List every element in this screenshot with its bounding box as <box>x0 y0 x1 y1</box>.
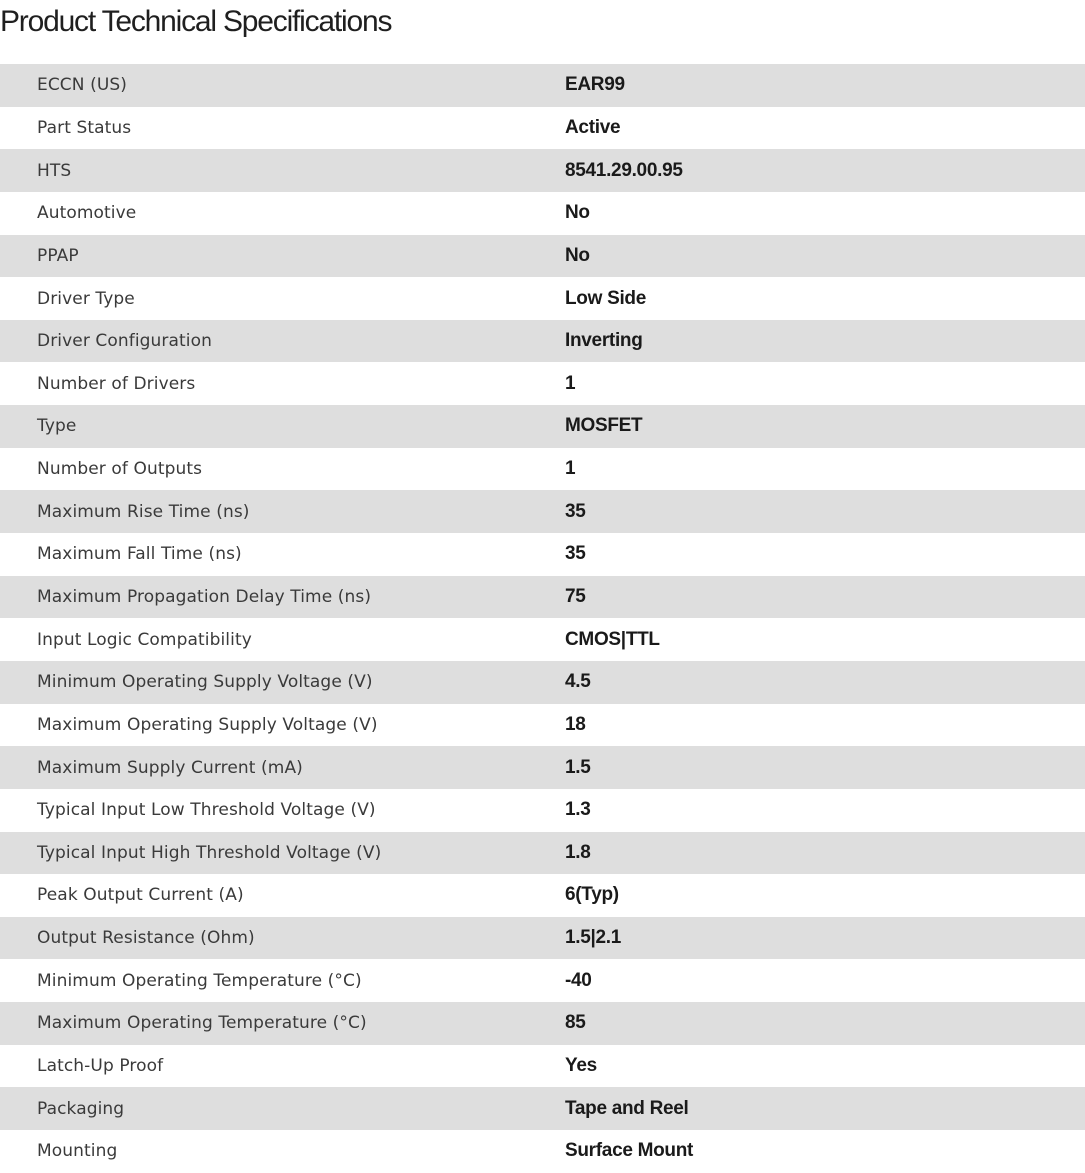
spec-label: Maximum Supply Current (mA) <box>37 757 303 778</box>
spec-value: 85 <box>565 1012 586 1034</box>
spec-row-driver-type <box>0 277 1085 320</box>
spec-label: Number of Drivers <box>37 373 196 394</box>
spec-label: Maximum Propagation Delay Time (ns) <box>37 587 372 607</box>
spec-value: Inverting <box>565 330 643 352</box>
spec-row-max-operating-temperature <box>0 1002 1085 1045</box>
spec-label: Output Resistance (Ohm) <box>37 928 255 949</box>
spec-row-min-supply-voltage <box>0 661 1085 704</box>
spec-row-ppap <box>0 235 1085 278</box>
spec-value: 6(Typ) <box>565 884 619 906</box>
spec-row-input-high-threshold <box>0 832 1085 875</box>
spec-row-max-supply-current <box>0 746 1085 789</box>
spec-row-eccn <box>0 64 1085 107</box>
spec-label: PPAP <box>37 245 79 266</box>
spec-row-number-of-outputs <box>0 448 1085 491</box>
spec-value: 1.3 <box>565 799 591 821</box>
spec-value: No <box>565 202 590 224</box>
spec-value: Surface Mount <box>565 1140 694 1162</box>
spec-label: Minimum Operating Supply Voltage (V) <box>37 672 373 693</box>
spec-row-automotive <box>0 192 1085 235</box>
spec-value: 1.5 <box>565 756 591 778</box>
spec-row-output-resistance <box>0 917 1085 960</box>
spec-value: 4.5 <box>565 671 591 693</box>
spec-row-latch-up-proof <box>0 1045 1085 1088</box>
spec-row-number-of-drivers <box>0 362 1085 405</box>
spec-label: Input Logic Compatibility <box>37 629 252 650</box>
spec-row-max-rise-time <box>0 490 1085 533</box>
spec-value: 1.8 <box>565 841 591 863</box>
spec-value: Yes <box>565 1055 597 1077</box>
spec-label: Type <box>37 416 77 437</box>
spec-value: EAR99 <box>565 74 625 96</box>
spec-label: Maximum Operating Temperature (°C) <box>37 1013 367 1034</box>
page-title: Product Technical Specifications <box>0 5 392 38</box>
spec-value: Low Side <box>565 287 646 309</box>
spec-value: Active <box>565 116 621 138</box>
spec-row-mounting <box>0 1130 1085 1173</box>
spec-row-type <box>0 405 1085 448</box>
spec-value: No <box>565 244 590 266</box>
spec-label: Part Status <box>37 117 132 138</box>
spec-table-body <box>0 64 1085 1173</box>
spec-label: Typical Input High Threshold Voltage (V) <box>37 842 382 863</box>
spec-label: Maximum Operating Supply Voltage (V) <box>37 714 378 735</box>
spec-label: Automotive <box>37 203 137 224</box>
spec-value: -40 <box>565 969 592 991</box>
spec-row-max-supply-voltage <box>0 704 1085 747</box>
spec-table <box>0 64 1085 1173</box>
spec-row-peak-output-current <box>0 874 1085 917</box>
spec-row-hts <box>0 149 1085 192</box>
spec-label: Driver Configuration <box>37 331 213 352</box>
spec-label: Maximum Rise Time (ns) <box>37 501 250 522</box>
spec-row-max-fall-time <box>0 533 1085 576</box>
spec-row-max-propagation-delay <box>0 576 1085 619</box>
spec-label: Latch-Up Proof <box>37 1056 164 1077</box>
spec-row-part-status <box>0 107 1085 150</box>
spec-label: Number of Outputs <box>37 459 203 480</box>
spec-value: 75 <box>565 586 586 607</box>
spec-row-input-logic-compatibility <box>0 618 1085 661</box>
spec-value: 1 <box>565 372 576 394</box>
spec-label: Mounting <box>37 1141 118 1162</box>
spec-value: CMOS|TTL <box>565 628 660 650</box>
spec-label: Typical Input Low Threshold Voltage (V) <box>37 800 376 821</box>
spec-value: 18 <box>565 713 586 735</box>
spec-row-driver-configuration <box>0 320 1085 363</box>
spec-label: Packaging <box>37 1098 125 1119</box>
spec-row-packaging <box>0 1087 1085 1130</box>
spec-value: 1 <box>565 458 576 480</box>
spec-value: 8541.29.00.95 <box>565 159 683 181</box>
spec-value: 1.5|2.1 <box>565 927 622 949</box>
spec-label: HTS <box>37 160 72 181</box>
spec-label: ECCN (US) <box>37 75 128 96</box>
spec-label: Driver Type <box>37 288 135 309</box>
spec-value: Tape and Reel <box>565 1097 689 1119</box>
spec-label: Peak Output Current (A) <box>37 885 244 906</box>
spec-row-input-low-threshold <box>0 789 1085 832</box>
spec-value: MOSFET <box>565 415 643 437</box>
spec-label: Minimum Operating Temperature (°C) <box>37 970 362 991</box>
spec-value: 35 <box>565 543 586 565</box>
spec-label: Maximum Fall Time (ns) <box>37 544 242 565</box>
spec-row-min-operating-temperature <box>0 959 1085 1002</box>
spec-value: 35 <box>565 500 586 522</box>
